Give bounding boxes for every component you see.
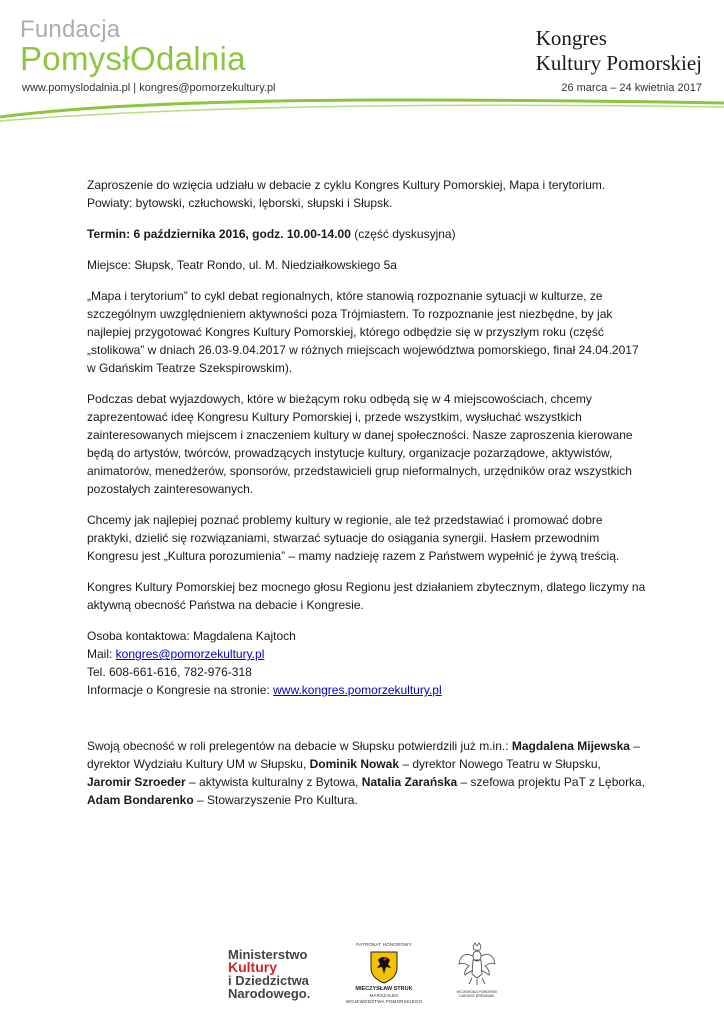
patron-name: MIECZYSŁAW STRUK	[355, 986, 413, 992]
congress-dates: 26 marca – 24 kwietnia 2017	[561, 82, 702, 94]
speaker-role: – szefowa projektu PaT z Lęborka,	[457, 775, 646, 789]
speakers-paragraph	[87, 737, 647, 809]
patron-title2: WOJEWÓDZTWA POMORSKIEGO	[345, 999, 423, 1004]
letter-body	[87, 176, 647, 822]
speaker-name: Adam Bondarenko	[87, 793, 194, 807]
email-link[interactable]: kongres@pomorzekultury.pl	[139, 82, 276, 94]
speaker-role: – dyrektor Wydziału Kultury UM w Słupsku,	[87, 739, 640, 771]
contact-block	[87, 627, 647, 699]
ministry-logo	[228, 948, 328, 1000]
paragraph-3: Chcemy jak najlepiej poznać problemy kultury w regionie, ale też przedstawiać i promować dobre praktyki, dzielić się rozwiązaniami, stwarzać sytuacje do osiągania synergii. Hasłem przewodnim Kongresu jest „Kultura porozumienia” – mamy nadzieję razem z Państwem wypełnić je żywą treścią.	[87, 513, 620, 563]
patron-logo	[344, 942, 424, 1005]
patron-label: PATRONAT HONOROWY	[356, 942, 412, 947]
phone: Tel. 608-661-616, 782-976-318	[87, 665, 252, 679]
pomorskie-crest-icon	[369, 950, 399, 984]
voivode-label: WOJEWODA POMORSKI DARIUSZ DREWNIAK	[456, 990, 498, 998]
speakers-intro: Swoją obecność w roli prelegentów na debacie w Słupsku potwierdzili już m.in.:	[87, 739, 512, 753]
mail-link[interactable]: kongres@pomorzekultury.pl	[115, 647, 265, 661]
ministry-line4: Narodowego	[228, 986, 307, 1001]
termin-label: Termin: 6 października 2016, godz. 10.00-14.00	[87, 227, 351, 241]
paragraph-1: „Mapa i terytorium” to cykl debat regionalnych, które stanowią rozpoznanie sytuacji w kulturze, ze szczególnym uwzględnieniem aktywności poza Trójmiastem. To rozpoznanie jest niezbędne, by jak najlepiej przygotować Kongres Kultury Pomorskiej, którego odbędzie się w przyszłym roku (część „stolikowa” w dniach 26.03-9.04.2017 w różnych miejscach województwa pomorskiego, finał 24.04.2017 w Gdańskim Teatrze Szekspirowskim).	[87, 289, 639, 375]
ministry-line3: i Dziedzictwa	[228, 973, 309, 988]
ministry-dot: .	[306, 986, 311, 1001]
speaker-role: – aktywista kulturalny z Bytowa,	[185, 775, 362, 789]
header-green-curve	[0, 95, 724, 125]
congress-title-line1: Kongres	[535, 26, 607, 50]
logo-line2: PomysłOdalnia	[20, 40, 246, 77]
termin-note: (część dyskusyjna)	[350, 227, 456, 241]
speaker-name: Jaromir Szroeder	[87, 775, 186, 789]
ministry-line1: Ministerstwo	[228, 947, 308, 962]
page-header	[0, 0, 724, 130]
polish-eagle-icon	[457, 942, 497, 988]
speaker-role: – Stowarzyszenie Pro Kultura.	[193, 793, 358, 807]
congress-logo	[536, 26, 702, 76]
website-link[interactable]: www.pomyslodalnia.pl	[22, 82, 131, 94]
speaker-name: Magdalena Mijewska	[511, 739, 630, 753]
contact-person: Osoba kontaktowa: Magdalena Kajtoch	[87, 629, 296, 643]
congress-title-line2: Kultury Pomorskiej	[535, 51, 702, 75]
fundacja-logo	[20, 18, 246, 78]
voivode-logo	[452, 942, 502, 998]
intro-paragraph: Zaproszenie do wzięcia udziału w debacie z cyklu Kongres Kultury Pomorskiej, Mapa i terytorium. Powiaty: bytowski, człuchowski, lęborski, słupski i Słupsk.	[87, 178, 606, 210]
miejsce-paragraph: Miejsce: Słupsk, Teatr Rondo, ul. M. Niedziałkowskiego 5a	[87, 258, 397, 272]
congress-website-link[interactable]: www.kongres.pomorzekultury.pl	[273, 683, 442, 697]
logo-line1: Fundacja	[20, 16, 121, 43]
page-footer	[0, 930, 724, 1024]
patron-title1: MARSZAŁEK	[369, 993, 399, 998]
speaker-name: Dominik Nowak	[309, 757, 399, 771]
info-label: Informacje o Kongresie na stronie:	[87, 683, 274, 697]
speaker-role: – dyrektor Nowego Teatru w Słupsku,	[399, 757, 601, 771]
termin-paragraph	[87, 225, 647, 243]
mail-label: Mail:	[87, 647, 116, 661]
ministry-line2: Kultury	[228, 959, 277, 975]
header-links	[22, 82, 276, 94]
ministry-line4-wrap	[228, 987, 328, 1000]
speaker-name: Natalia Zarańska	[361, 775, 458, 789]
paragraph-4: Kongres Kultury Pomorskiej bez mocnego głosu Regionu jest działaniem zbytecznym, dlatego liczymy na aktywną obecność Państwa na debacie i Kongresie.	[87, 580, 646, 612]
paragraph-2: Podczas debat wyjazdowych, które w bieżącym roku odbędą się w 4 miejscowościach, chcemy zaprezentować ideę Kongresu Kultury Pomorskiej i, przede wszystkim, wysłuchać wszystkich zainteresowanych miejscem i znaczeniem kultury w danej społeczności. Nasze zaproszenia kierowane będą do artystów, twórców, prowadzących instytucje kultury, organizacje pozarządowe, aktywistów, animatorów, menedżerów, sponsorów, przedstawicieli grup nieformalnych, urzędników oraz wszystkich pozostałych zainteresowanych.	[87, 392, 633, 496]
separator: |	[133, 82, 137, 94]
